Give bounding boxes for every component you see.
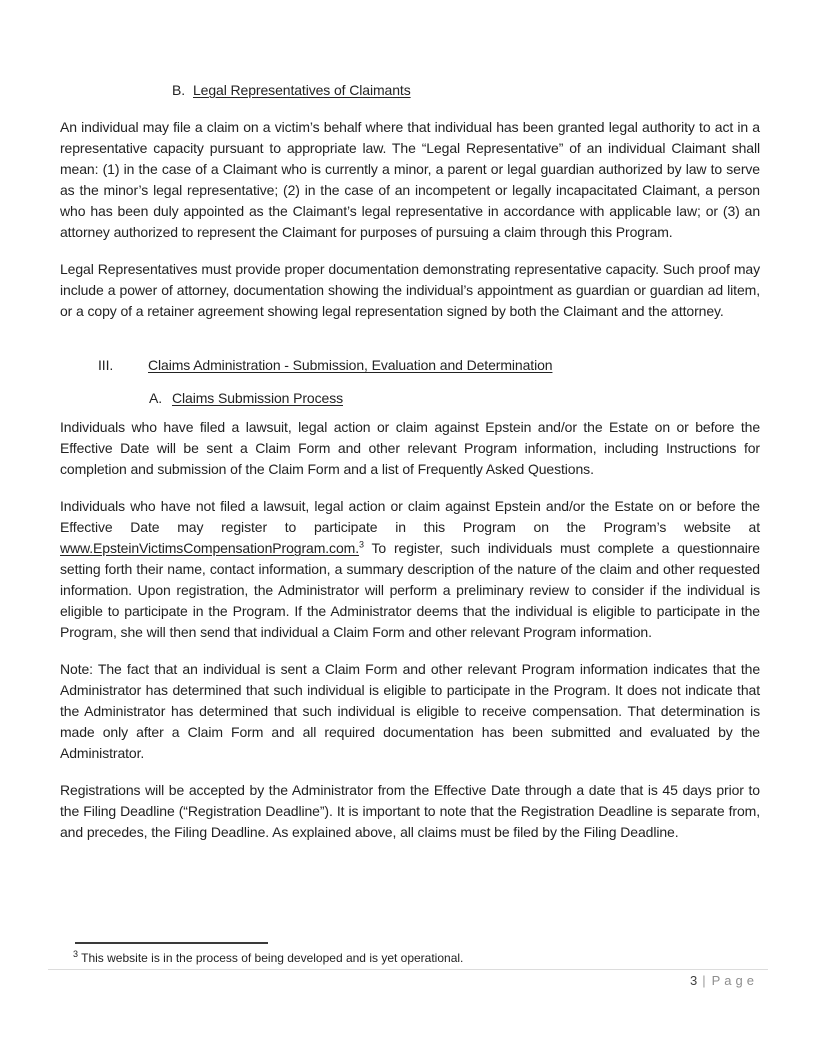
heading-letter-b: B. bbox=[172, 82, 186, 98]
registration-text-before-link: Individuals who have not filed a lawsuit, legal action or claim against Epstein and/or the Estate on or before the Effective Date may register to participate in this Program on the Program’s website at bbox=[60, 498, 760, 535]
paragraph-note: Note: The fact that an individual is sent a Claim Form and other relevant Program information indicates that the Administrator has determined that such individual is eligible to participate in the Program. It does not indicate that the Administrator has determined that such individual is eligible to receive compensation. That determination is made only after a Claim Form and all required documentation has been submitted and evaluated by the Administrator. bbox=[60, 661, 760, 761]
document-body bbox=[60, 80, 760, 843]
paragraph-registration-deadline: Registrations will be accepted by the Administrator from the Effective Date through a date that is 45 days prior to the Filing Deadline (“Registration Deadline”). It is important to note that the Registration Deadline is separate from, and precedes, the Filing Deadline. As explained above, all claims must be filed by the Filing Deadline. bbox=[60, 782, 760, 840]
heading-letter-a: A. bbox=[149, 390, 163, 406]
paragraph-registration bbox=[60, 496, 760, 643]
registration-text-after-link: To register, such individuals must complete a questionnaire setting forth their name, contact information, a summary description of the nature of the claim and other requested information. Upon registration, the Administrator will perform a preliminary review to consider if the individual is eligible to participate in the Program. If the Administrator deems that the individual is eligible to participate in the Program, she will then send that individual a Claim Form and other relevant Program information. bbox=[60, 540, 760, 640]
page-number-word: Page bbox=[711, 973, 758, 988]
footnote-reference-3: 3 bbox=[359, 539, 364, 550]
paragraph-representative-documentation: Legal Representatives must provide proper documentation demonstrating representative capacity. Such proof may include a power of attorney, documentation showing the individual’s appointment as guardian or guardian ad litem, or a copy of a retainer agreement showing legal representation signed by both the Claimant and the attorney. bbox=[60, 261, 760, 319]
footnote-marker: 3 bbox=[73, 949, 79, 959]
heading-claims-administration-label: Claims Administration - Submission, Evaluation and Determination bbox=[148, 357, 553, 373]
page-number-value: 3 bbox=[690, 973, 698, 988]
page-number-separator: | bbox=[702, 973, 706, 988]
footnote-3 bbox=[73, 950, 693, 966]
heading-legal-representatives-label: Legal Representatives of Claimants bbox=[193, 82, 411, 98]
footer-rule bbox=[48, 969, 768, 970]
heading-claims-submission-label: Claims Submission Process bbox=[172, 390, 343, 406]
heading-numeral-iii: III. bbox=[98, 357, 114, 373]
paragraph-legal-authority: An individual may file a claim on a victim’s behalf where that individual has been granted legal authority to act in a representative capacity pursuant to appropriate law. The “Legal Representative” of an individual Claimant shall mean: (1) in the case of a Claimant who is currently a minor, a parent or legal guardian authorized by law to serve as the minor’s legal representative; (2) in the case of an incompetent or legally incapacitated Claimant, a person who has been duly appointed as the Claimant’s legal representative in accordance with applicable law; or (3) an attorney authorized to represent the Claimant for purposes of pursuing a claim through this Program. bbox=[60, 119, 760, 240]
heading-legal-representatives bbox=[172, 80, 760, 101]
page-number bbox=[690, 972, 758, 989]
heading-claims-submission bbox=[149, 388, 760, 409]
heading-claims-administration bbox=[98, 355, 760, 376]
footnote-text: This website is in the process of being developed and is yet operational. bbox=[81, 951, 464, 965]
program-website-link[interactable]: www.EpsteinVictimsCompensationProgram.com. bbox=[60, 540, 359, 556]
paragraph-filed-claimants: Individuals who have filed a lawsuit, legal action or claim against Epstein and/or the Estate on or before the Effective Date will be sent a Claim Form and other relevant Program information, including Instructions for completion and submission of the Claim Form and a list of Frequently Asked Questions. bbox=[60, 419, 760, 477]
footnote-separator-line bbox=[75, 942, 268, 944]
